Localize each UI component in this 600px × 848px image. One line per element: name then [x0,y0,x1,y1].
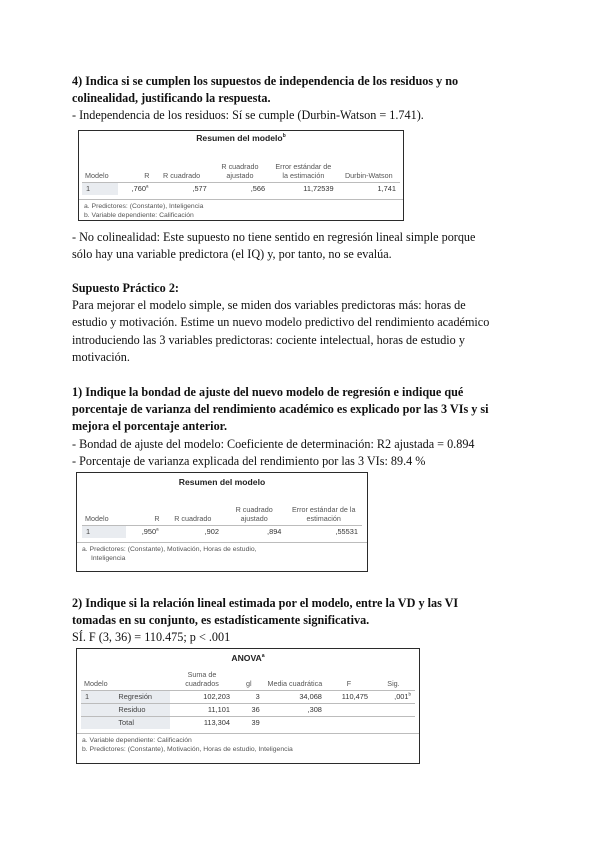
model-summary-table-1 [78,130,404,221]
table-row: Residuo 11,101 36 ,308 [81,703,415,716]
sp2-line: motivación. [72,349,130,364]
t2-note-a-cont: Inteligencia [91,554,126,562]
t3-h-f: F [346,678,352,688]
t1-h-se: Error estándar de la estimación [275,161,332,180]
collinearity-line1: - No colinealidad: Este supuesto no tiene sentido en regresión lineal simple porque [72,230,476,244]
q2-heading-line: tomadas en su conjunto, es estadísticamente significativa. [72,613,370,628]
table-row: 1 Regresión 102,203 3 34,068 110,475 ,001$^b$ [81,690,415,703]
t1-note-b: b. Variable dependiente: Calificación [84,211,194,219]
q4-independence-line: - Independencia de los residuos: Sí se cumple (Durbin-Watson = 1.741). [72,108,424,123]
q4-heading-line1: 4) Indica si se cumplen los supuestos de independencia de los residuos y no [72,74,459,88]
table-row: Total 113,304 39 [81,716,415,729]
q2-f-line: SÍ. F (3, 36) = 110.475; p < .001 [72,630,231,645]
q2-section [72,595,532,647]
table3-title: ANOVA$^a$ [231,653,265,663]
t2-note-a: a. Predictores: (Constante), Motivación, Horas de estudio, [77,542,367,554]
t2-h-r: R [154,513,160,523]
t3-note-b: b. Predictores: (Constante), Motivación, Horas de estudio, Inteligencia [82,745,293,753]
table1-title: Resumen del modelo$^b$ [196,133,286,143]
sp2-title: Supuesto Práctico 2: [72,281,179,295]
t1-h-r: R [144,170,150,180]
table-row: 1 ,950$^a$ ,902 ,894 ,55531 [82,525,362,538]
t3-h-ss: Suma de cuadrados [185,669,219,688]
sp2-line: estudio y motivación. Estime un nuevo modelo predictivo del rendimiento académico [72,315,490,330]
t2-h-modelo: Modelo [85,513,109,523]
q1-heading-line: 1) Indique la bondad de ajuste del nuevo modelo de regresión e indique qué [72,385,464,399]
t3-h-gl: gl [246,678,252,688]
t3-note-a: a. Variable dependiente: Calificación [77,733,419,745]
table2-title: Resumen del modelo [178,477,266,487]
t3-h-sig: Sig. [387,678,400,688]
sp2-section [72,280,532,366]
q1-heading-line: porcentaje de varianza del rendimiento académico es explicado por las 3 VIs y si [72,402,489,417]
q1-heading-line: mejora el porcentaje anterior. [72,419,227,434]
table-row: 1 ,760$^a$ ,577 ,566 11,72539 1,741 [82,182,400,195]
t2-h-rsq: R cuadrado [174,513,212,523]
t1-h-rsq: R cuadrado [163,170,201,180]
t1-h-dw: Durbin-Watson [344,170,393,180]
t1-h-modelo: Modelo [85,170,109,180]
sp2-line: Para mejorar el modelo simple, se miden dos variables predictoras más: horas de [72,298,466,313]
t3-h-ms: Media cuadrática [267,678,323,688]
q1-fit-line: - Bondad de ajuste del modelo: Coeficiente de determinación: R2 ajustada = 0.894 [72,436,475,451]
t1-h-rsq-adj: R cuadrado ajustado [221,161,259,180]
collinearity-line2: sólo hay una variable predictora (el IQ) y, por tanto, no se evalúa. [72,247,392,262]
sp2-line: introduciendo las 3 variables predictoras: cociente intelectual, horas de estudio y [72,332,465,347]
model-summary-table-2 [76,472,368,572]
t2-h-se: Error estándar de la estimación [291,504,356,523]
q4-heading-line2: colinealidad, justificando la respuesta. [72,91,271,106]
q2-heading-line: 2) Indique si la relación lineal estimada por el modelo, entre la VD y las VI [72,596,459,610]
q4b-section [72,229,532,263]
t2-h-rsq-adj: R cuadrado ajustado [235,504,273,523]
q1-variance-line: - Porcentaje de varianza explicada del rendimiento por las 3 VIs: 89.4 % [72,453,426,468]
q4-section [72,73,532,125]
t1-note-a: a. Predictores: (Constante), Inteligencia [79,199,403,211]
t3-h-modelo: Modelo [84,678,108,688]
q1-section [72,384,532,470]
anova-table [76,648,420,764]
